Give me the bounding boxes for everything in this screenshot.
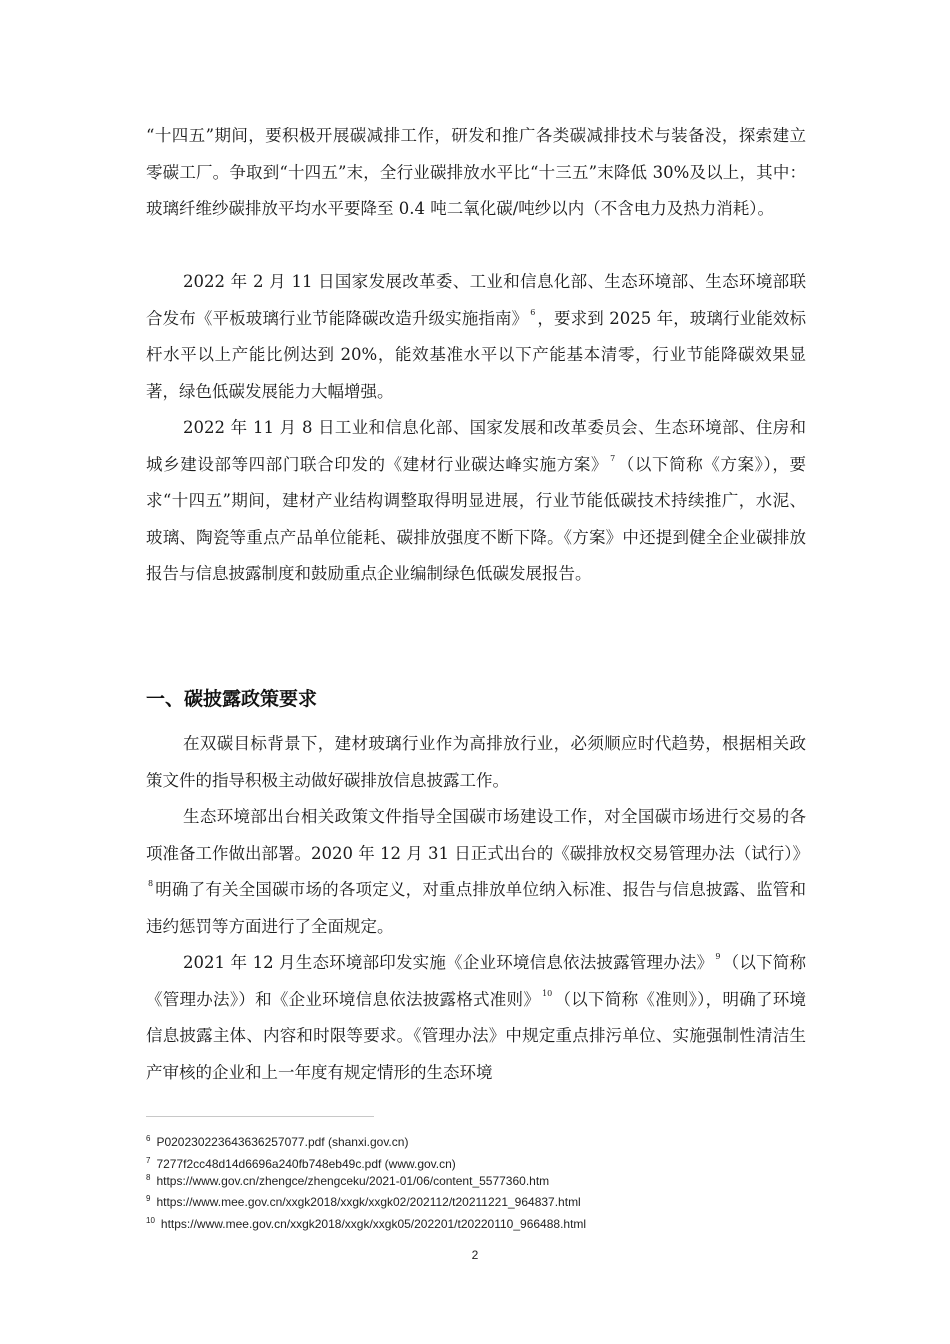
footnote-item: $^{10}$ https://www.mee.gov.cn/xxgk2018/xxgk/xxgk05/202201/t20220110_966488.html: [146, 1216, 587, 1231]
footnote-item: $^7$ 7277f2cc48d14d6696a240fb748eb49c.pdf (www.gov.cn): [146, 1156, 456, 1171]
footnote-item: $^9$ https://www.mee.gov.cn/xxgk2018/xxgk/xxgk02/202112/t20211221_964837.html: [146, 1194, 581, 1209]
footnote-item: $^6$ P020230223643636257077.pdf (shanxi.gov.cn): [146, 1134, 409, 1149]
paragraph-glass-guideline: 2022 年 2 月 11 日国家发展改革委、工业和信息化部、生态环境部、生态环境部联合发布《平板玻璃行业节能降碳改造升级实施指南》 $^6$ ，要求到 2025 年，玻璃行业能效标杆水平以上产能比例达到 20%，能效基准水平以下产能基本清零，行业节能降碳效果显著，绿色低碳发展能力大幅增强。: [146, 272, 807, 401]
paragraph-building-materials-plan: 2022 年 11 月 8 日工业和信息化部、国家发展和改革委员会、生态环境部、住房和城乡建设部等四部门联合印发的《建材行业碳达峰实施方案》 $^7$ （以下简称《方案》），要求“十四五”期间，建材产业结构调整取得明显进展，行业节能低碳技术持续推广，水泥、玻璃、陶瓷等重点产品单位能耗、碳排放强度不断下降。《方案》中还提到健全企业碳排放报告与信息披露制度和鼓励重点企业编制绿色低碳发展报告。: [146, 418, 807, 583]
footnote-ref-7[interactable]: 7: [610, 453, 616, 463]
footnote-ref-10[interactable]: 10: [542, 988, 553, 998]
section-heading: 一、碳披露政策要求: [146, 688, 318, 710]
paragraph-carbon-market: 生态环境部出台相关政策文件指导全国碳市场建设工作，对全国碳市场进行交易的各项准备工作做出部署。2020 年 12 月 31 日正式出台的《碳排放权交易管理办法（试行）》$^8$ 明确了有关全国碳市场的各项定义，对重点排放单位纳入标准、报告与信息披露、监管和违约惩罚等方面进行了全面规定。: [146, 807, 809, 936]
footnote-item: $^8$ https://www.gov.cn/zhengce/zhengceku/2021-01/06/content_5577360.htm: [146, 1173, 550, 1188]
paragraph-14th-five-year-targets: “十四五”期间，要积极开展碳减排工作，研发和推广各类碳减排技术与装备没，探索建立零碳工厂。争取到“十四五”末，全行业碳排放水平比“十三五”末降低 30%及以上，其中：玻璃纤维纱碳排放平均水平要降至 0.4 吨二氧化碳/吨纱以内（不含电力及热力消耗）。: [146, 126, 806, 218]
paragraph-dual-carbon-background: 在双碳目标背景下，建材玻璃行业作为高排放行业，必须顺应时代趋势，根据相关政策文件的指导积极主动做好碳排放信息披露工作。: [146, 734, 806, 790]
footnote-ref-9[interactable]: 9: [715, 952, 721, 961]
footnote-ref-8[interactable]: 8: [148, 879, 154, 888]
footnote-divider: [146, 1116, 374, 1117]
footnote-ref-6[interactable]: 6: [530, 307, 536, 317]
page-number: 2: [471, 1248, 479, 1262]
paragraph-disclosure-rules: 2021 年 12 月生态环境部印发实施《企业环境信息依法披露管理办法》 $^9$ （以下简称《管理办法》）和《企业环境信息依法披露格式准则》 $^{10}$ （以下简称《准则》），明确了环境信息披露主体、内容和时限等要求。《管理办法》中规定重点排污单位、实施强制性清洁生产审核的企业和上一年度有规定情形的生态环境: [146, 952, 807, 1082]
